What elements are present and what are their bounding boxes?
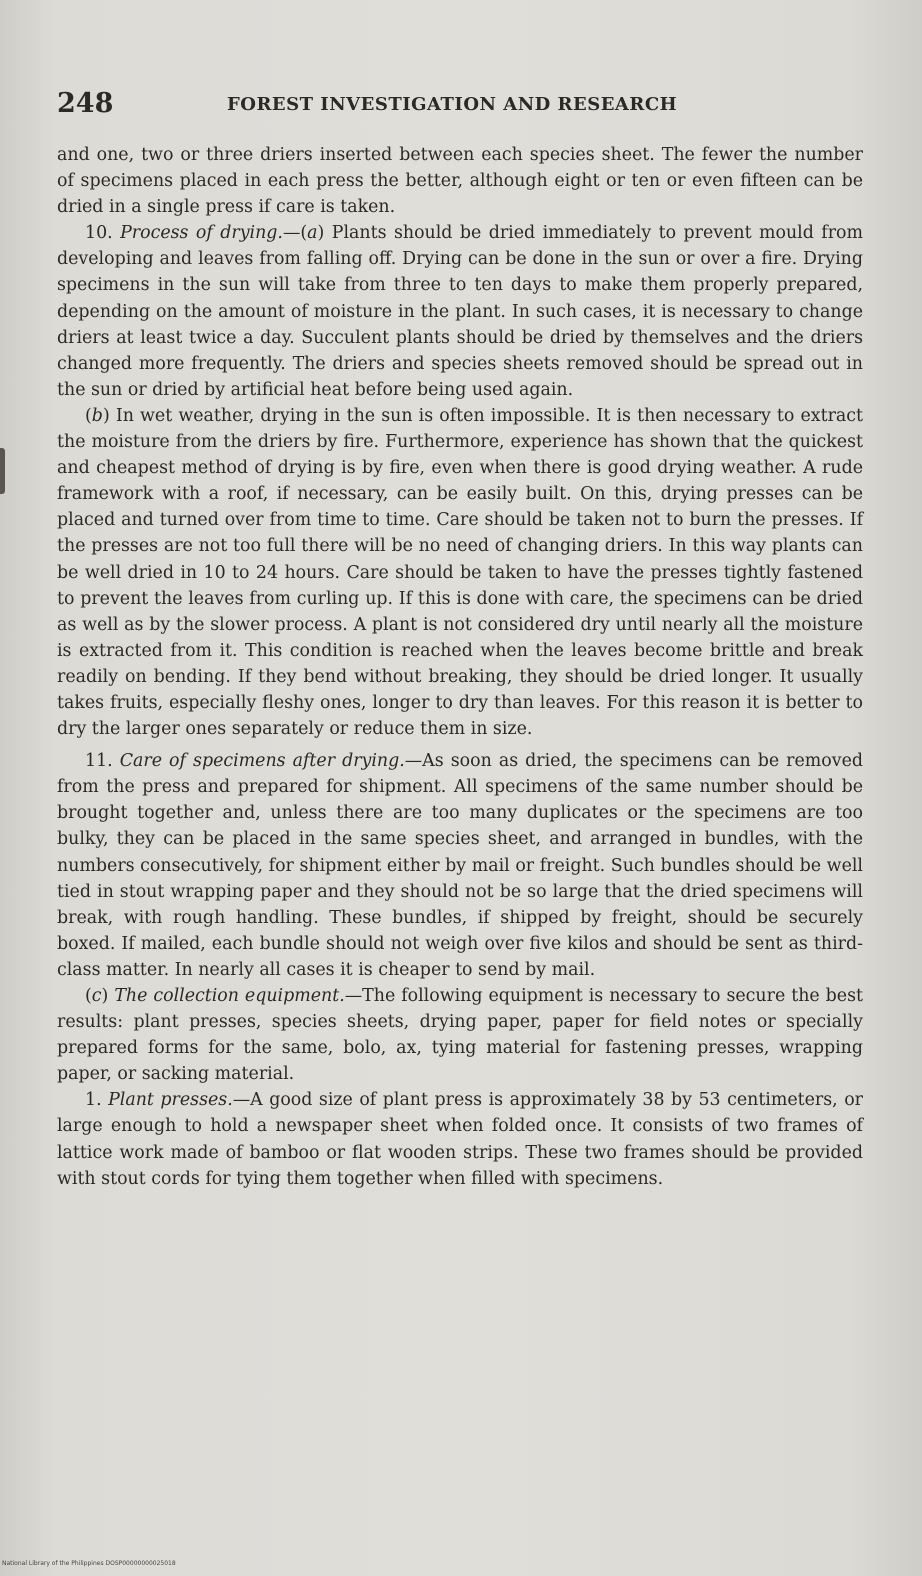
paragraph-process-of-drying <box>57 220 863 403</box>
section-heading: Process of drying. <box>120 223 283 244</box>
subsection-letter: a <box>307 223 318 244</box>
paragraph-text: —The following equipment is necessary to secure the best results: plant presses, species sheets, drying paper, paper for field notes or specially prepared forms for the same, bolo, ax, tying material for fastening presses, wrapping paper, or sacking material. <box>57 986 863 1085</box>
running-title: FOREST INVESTIGATION AND RESEARCH <box>227 94 678 115</box>
footer-credit: National Library of the Philippines DOSP00000000025018 <box>2 1560 176 1567</box>
paragraph-care-of-specimens <box>57 748 863 983</box>
section-number: 11. <box>85 751 120 772</box>
paragraph-text: ) Plants should be dried immediately to prevent mould from developing and leaves from falling off. Drying can be done in the sun or over a fire. Drying specimens in the sun will take from three to ten days to make them properly prepared, depending on the amount of moisture in the plant. In such cases, it is necessary to change driers at least twice a day. Succulent plants should be dried by themselves and the driers changed more frequently. The driers and species sheets removed should be spread out in the sun or dried by artificial heat before being used again. <box>57 223 864 400</box>
paragraph-text: —A good size of plant press is approximately 38 by 53 centimeters, or large enough to hold a newspaper sheet when folded once. It consists of two frames of lattice work made of bamboo or flat wooden strips. These two frames should be provided with stout cords for tying them together when filled with specimens. <box>57 1090 863 1189</box>
paragraph-plant-presses <box>57 1087 863 1191</box>
binding-edge-mark <box>0 448 5 494</box>
page-header <box>57 88 867 128</box>
paren-close: ) <box>101 986 115 1006</box>
paragraph-text: ) In wet weather, drying in the sun is often impossible. It is then necessary to extract the moisture from the driers by fire. Furthermore, experience has shown that the quickest and cheapest method of drying is by fire, even when there is good drying weather. A rude framework with a roof, if necessary, can be easily built. On this, drying presses can be placed and turned over from time to time. Care should be taken not to burn the presses. If the presses are not too full there will be no need of changing driers. In this way plants can be well dried in 10 to 24 hours. Care should be taken to have the presses tightly fastened to prevent the leaves from curling up. If this is done with care, the specimens can be dried as well as by the slower process. A plant is not considered dry until nearly all the moisture is extracted from it. This condition is reached when the leaves become brittle and break readily on bending. If they bend without breaking, they should be dried longer. It usually takes fruits, especially fleshy ones, longer to dry than leaves. For this reason it is better to dry the larger ones separately or reduce them in size. <box>57 405 863 740</box>
subsection-letter: c <box>91 986 102 1006</box>
subsection-letter: b <box>91 405 103 426</box>
body-text <box>57 142 863 1192</box>
paren-open: ( <box>85 405 92 426</box>
section-heading: Care of specimens after drying. <box>119 751 405 772</box>
paragraph-continuation <box>57 142 863 220</box>
paragraph-text: and one, two or three driers inserted between each species sheet. The fewer the number of specimens placed in each press the better, although eight or ten or even fifteen can be dried in a single press if care is taken. <box>57 145 863 218</box>
paragraph-text: —As soon as dried, the specimens can be removed from the press and prepared for shipment. All specimens of the same number should be brought together and, unless there are too many duplicates or the specimens are too bulky, they can be placed in the same species sheet, and arranged in bundles, with the numbers consecutively, for shipment either by mail or freight. Such bundles should be well tied in stout wrapping paper and they should not be so large that the dried specimens will break, with rough handling. These bundles, if shipped by freight, should be securely boxed. If mailed, each bundle should not weigh over five kilos and should be sent as third-class matter. In nearly all cases it is cheaper to send by mail. <box>57 751 863 980</box>
heading-separator: —( <box>282 223 308 244</box>
paren-open: ( <box>85 986 92 1006</box>
item-number: 1. <box>85 1090 109 1111</box>
section-heading: The collection equipment. <box>114 986 345 1006</box>
paragraph-wet-weather <box>57 403 863 742</box>
page-number: 248 <box>57 88 114 119</box>
item-heading: Plant presses. <box>108 1090 233 1111</box>
paragraph-collection-equipment <box>57 983 863 1087</box>
section-number: 10. <box>85 223 121 244</box>
